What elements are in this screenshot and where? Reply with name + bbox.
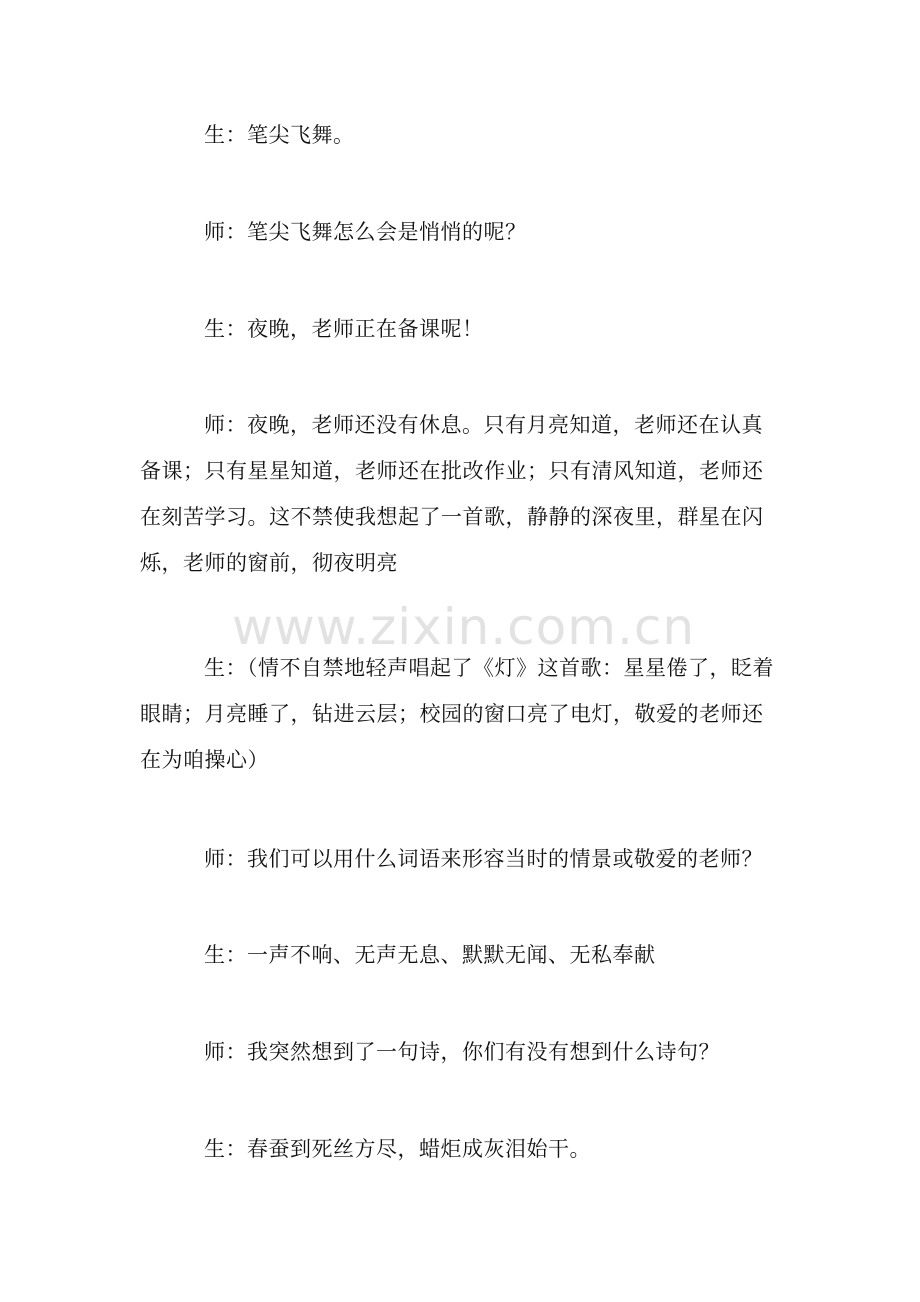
dialogue-paragraph-student-song: 生：（情不自禁地轻声唱起了《灯》这首歌：星星倦了，眨着眼睛；月亮睡了，钻进云层；校园的窗口亮了电灯，敬爱的老师还在为咱操心） (140, 656, 774, 772)
dialogue-paragraph-teacher: 师：夜晚，老师还没有休息。只有月亮知道，老师还在认真备课；只有星星知道，老师还在批改作业；只有清风知道，老师还在刻苦学习。这不禁使我想起了一首歌，静静的深夜里，群星在闪烁，老师的窗前，彻夜明亮 (140, 413, 764, 575)
dialogue-line-teacher: 师：我突然想到了一句诗，你们有没有想到什么诗句？ (204, 1040, 720, 1064)
dialogue-line-student: 生：夜晚，老师正在备课呢！ (204, 317, 484, 341)
dialogue-line-student: 生：一声不响、无声无息、默默无闻、无私奉献 (204, 943, 656, 967)
dialogue-line-student: 生：春蚕到死丝方尽，蜡炬成灰泪始干。 (204, 1137, 591, 1161)
dialogue-line-teacher: 师：我们可以用什么词语来形容当时的情景或敬爱的老师？ (204, 847, 763, 871)
watermark: www.zixin.com.cn (232, 598, 696, 656)
dialogue-line-teacher: 师：笔尖飞舞怎么会是悄悄的呢？ (204, 220, 527, 244)
dialogue-line-student: 生：笔尖飞舞。 (204, 123, 355, 147)
